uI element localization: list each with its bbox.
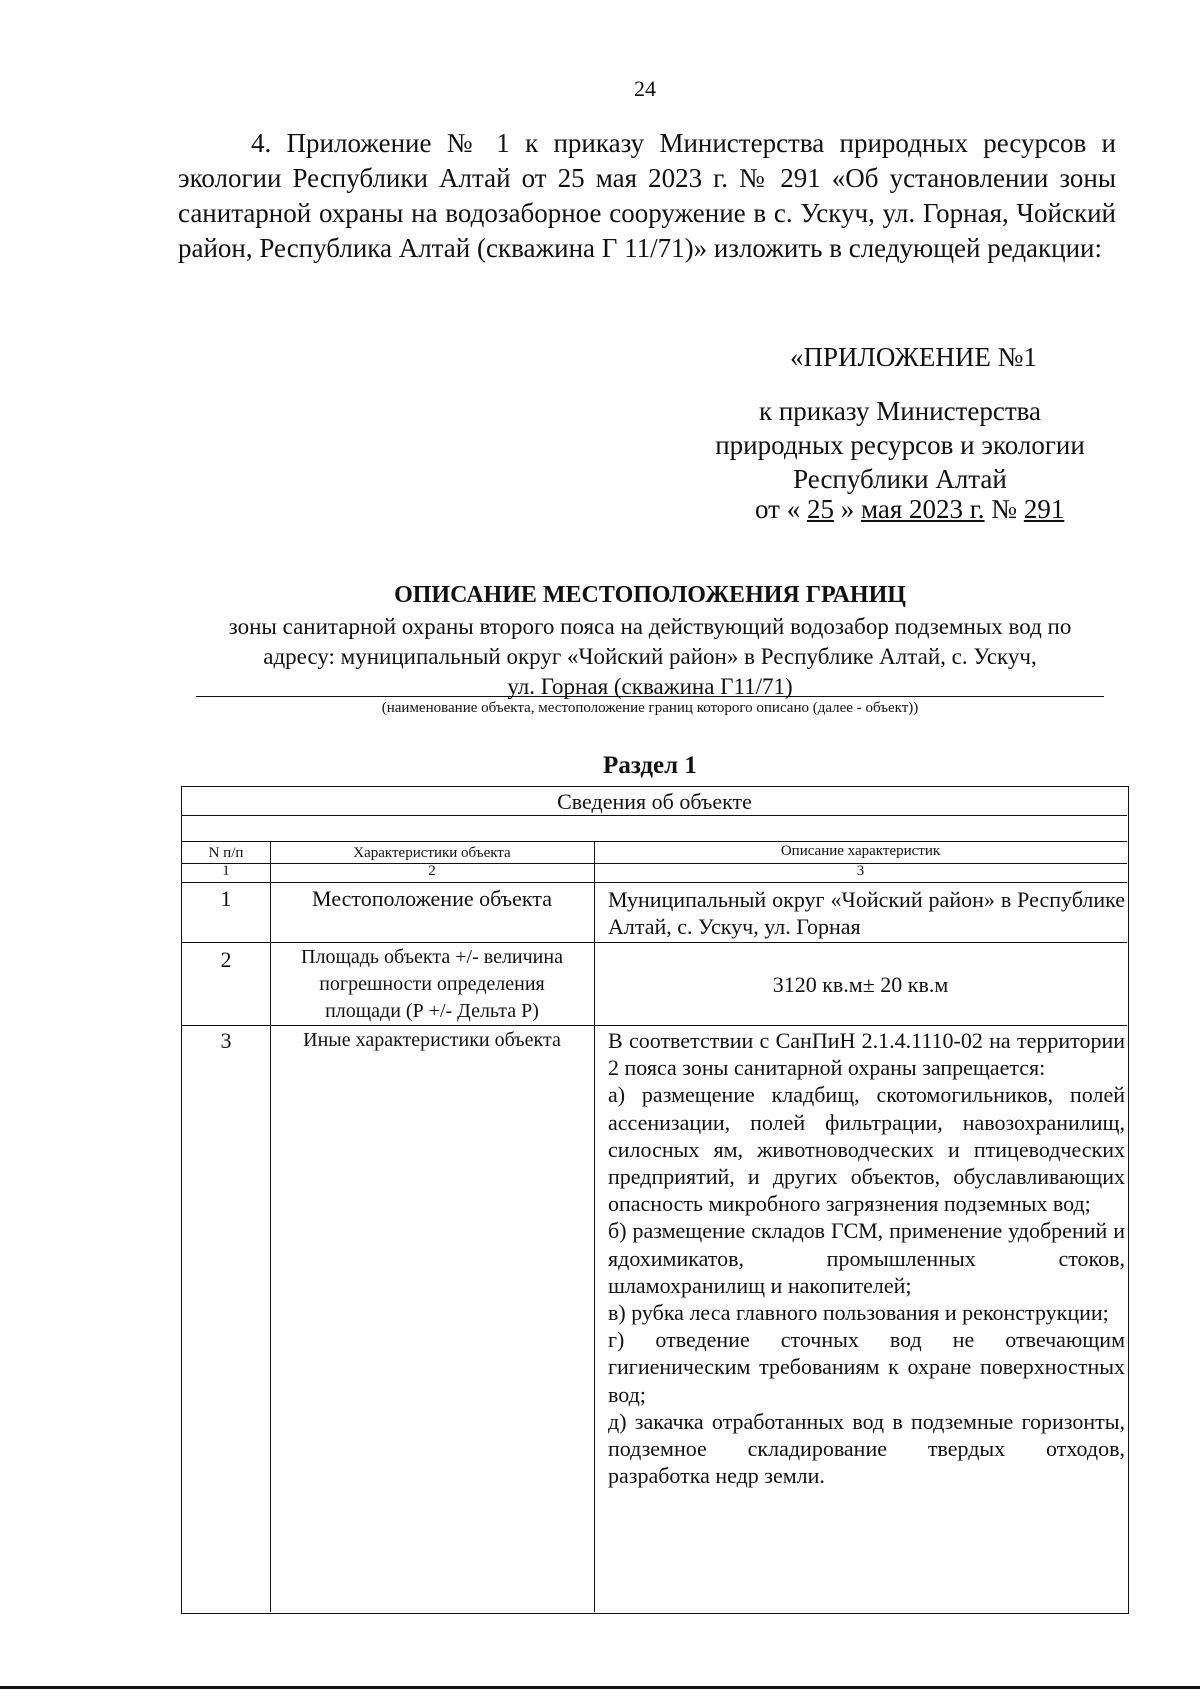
row-2-num: 2 (220, 947, 232, 972)
header-number-3: 3 (856, 863, 865, 879)
page-bottom-edge (0, 1686, 1200, 1689)
description-paragraph: д) закачка отработанных вод в подземные горизонты, подземное складирование твердых отходов, разработка недр земли. (608, 1408, 1125, 1489)
date-mid: » (840, 494, 855, 524)
table-rule (182, 841, 1127, 842)
table-rule (182, 1025, 1127, 1026)
row-2-description: 3120 кв.м± 20 кв.м (772, 972, 949, 997)
appendix-line-1: к приказу Министерства (758, 396, 1042, 426)
header-num: N п/п (208, 845, 244, 861)
row-1-description: Муниципальный округ «Чойский район» в Республике Алтай, с. Ускуч, ул. Горная (608, 887, 1125, 940)
document-subtitle (195, 612, 1105, 702)
table-caption: Сведения об объекте (557, 789, 752, 814)
description-paragraph: г) отведение сточных вод не отвечающим гигиеническим требованиям к охране поверхностных вод; (608, 1327, 1125, 1407)
header-characteristic: Характеристики объекта (353, 845, 511, 861)
appendix-date (755, 494, 1064, 525)
subtitle-line-1: зоны санитарной охраны второго пояса на действующий водозабор подземных вод по (228, 614, 1072, 639)
row-2-characteristic: Площадь объекта +/- величина погрешности определения площади (Р +/- Дельта Р) (301, 946, 563, 1022)
document-title: ОПИСАНИЕ МЕСТОПОЛОЖЕНИЯ ГРАНИЦ (394, 582, 906, 608)
description-paragraph: б) размещение складов ГСМ, применение удобрений и ядохимикатов, промышленных стоков, шламохранилищ и накопителей; (608, 1218, 1125, 1298)
table-rule (182, 815, 1127, 816)
description-paragraph: в) рубка леса главного пользования и реконструкции; (608, 1300, 1109, 1326)
row-1-characteristic: Местоположение объекта (312, 886, 552, 911)
date-day: 25 (806, 494, 834, 524)
header-number-2: 2 (428, 863, 436, 879)
description-paragraph: В соответствии с СанПиН 2.1.4.1110-02 на территории 2 пояса зоны санитарной охраны запрещается: (608, 1028, 1125, 1081)
subtitle-line-2: адресу: муниципальный округ «Чойский район» в Республике Алтай, с. Ускуч, (263, 644, 1037, 669)
header-description: Описание характеристик (780, 843, 941, 859)
table-rule (182, 882, 1127, 883)
subtitle-line-3: ул. Горная (скважина Г11/71) (507, 674, 793, 699)
intro-paragraph: 4. Приложение № 1 к приказу Министерства природных ресурсов и экологии Республики Алтай от 25 мая 2023 г. № 291 «Об установлении зоны санитарной охраны на водозаборное сооружение в с. Ускуч, ул. Горная, Чойский район, Республика Алтай (скважина Г 11/71)» изложить в следующей редакции: (178, 128, 1116, 263)
table-rule (182, 942, 1127, 943)
appendix-reference (690, 394, 1110, 496)
page-number: 24 (634, 76, 656, 101)
order-number: 291 (1023, 494, 1065, 524)
appendix-heading: «ПРИЛОЖЕНИЕ №1 (790, 342, 1037, 372)
row-3-num: 3 (220, 1028, 232, 1053)
date-prefix: от « (755, 494, 801, 524)
date-month-year: мая 2023 г. (860, 494, 985, 524)
section-title: Раздел 1 (603, 752, 697, 779)
appendix-line-2: природных ресурсов и экологии (715, 430, 1085, 460)
row-3-description (594, 1027, 1127, 1489)
header-number-1: 1 (222, 863, 230, 879)
description-paragraph: а) размещение кладбищ, скотомогильников, полей ассенизации, полей фильтрации, навозохранилищ, силосных ям, животноводческих и птицеводческих предприятий, и других объектов, обуславливающих опасность микробного загрязнения подземных вод; (608, 1082, 1125, 1217)
object-info-table (181, 786, 1129, 1614)
subtitle-caption: (наименование объекта, местоположение границ которого описано (далее - объект)) (381, 700, 919, 716)
appendix-line-3: Республики Алтай (793, 464, 1007, 494)
row-1-num: 1 (220, 886, 232, 911)
row-3-characteristic: Иные характеристики объекта (303, 1029, 561, 1051)
number-prefix: № (991, 494, 1018, 524)
subtitle-underline (196, 696, 1104, 697)
